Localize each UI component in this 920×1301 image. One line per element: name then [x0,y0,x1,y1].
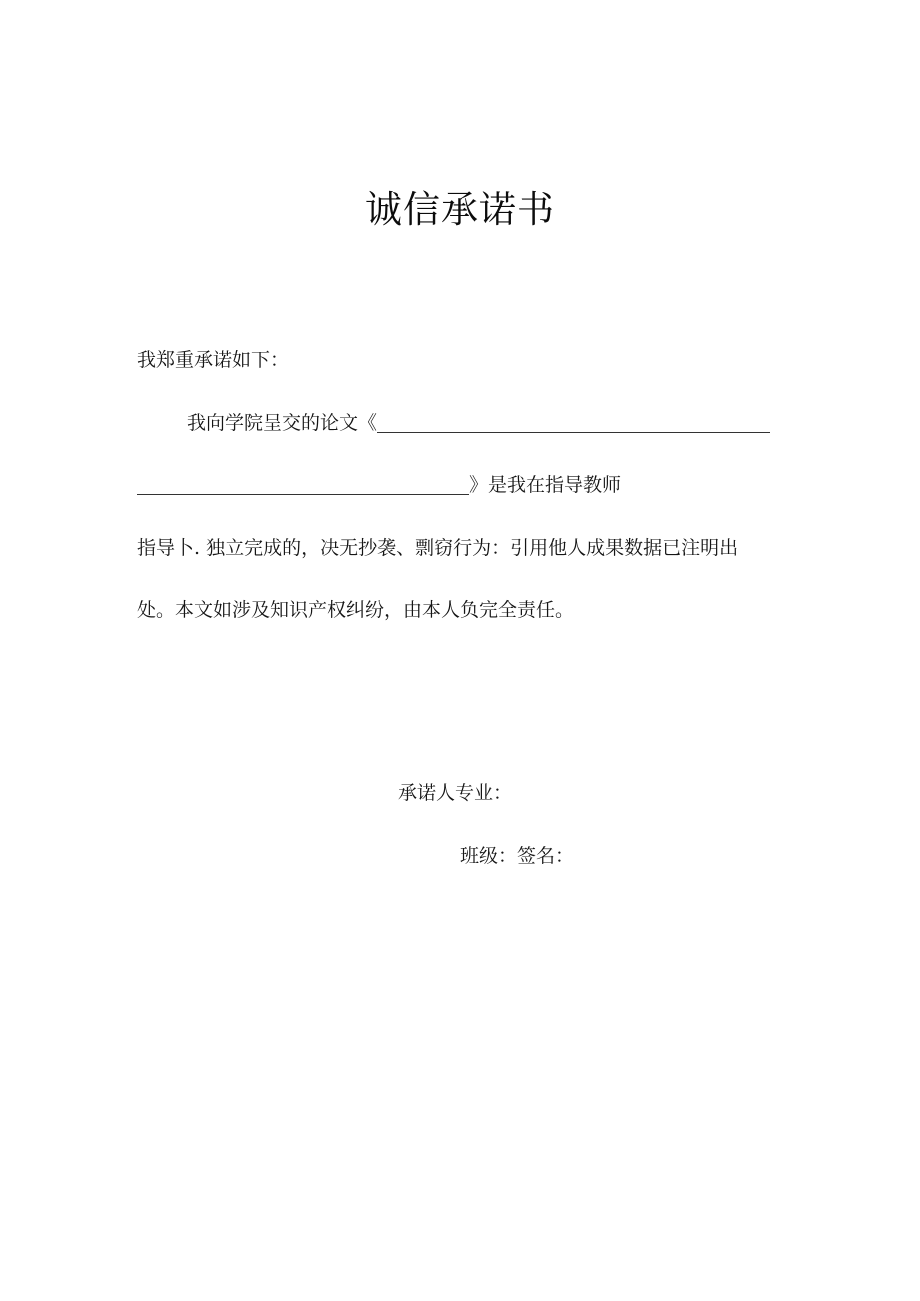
paragraph-line-3: 指导卜. 独立完成的，决无抄袭、剽窃行为：引用他人成果数据已注明出 [137,537,739,559]
thesis-title-suffix: 》是我在指导教师 [469,474,622,496]
thesis-title-prefix: 我向学院呈交的论文《 [187,412,378,434]
intro-line: 我郑重承诺如下： [137,349,290,371]
paragraph-line-4: 处。本文如涉及知识产权纠纷，由本人负完全责任。 [137,599,575,621]
document-title: 诚信承诺书 [365,188,555,231]
paragraph-line-1 [187,410,770,436]
thesis-title-blank-2[interactable] [137,476,469,495]
paragraph-line-2 [137,472,621,498]
class-label: 班级： [460,845,518,867]
class-sign-line [460,843,574,869]
promiser-major-label: 承诺人专业： [398,782,513,804]
sign-label: 签名： [517,845,575,867]
thesis-title-blank-1[interactable] [377,414,770,433]
